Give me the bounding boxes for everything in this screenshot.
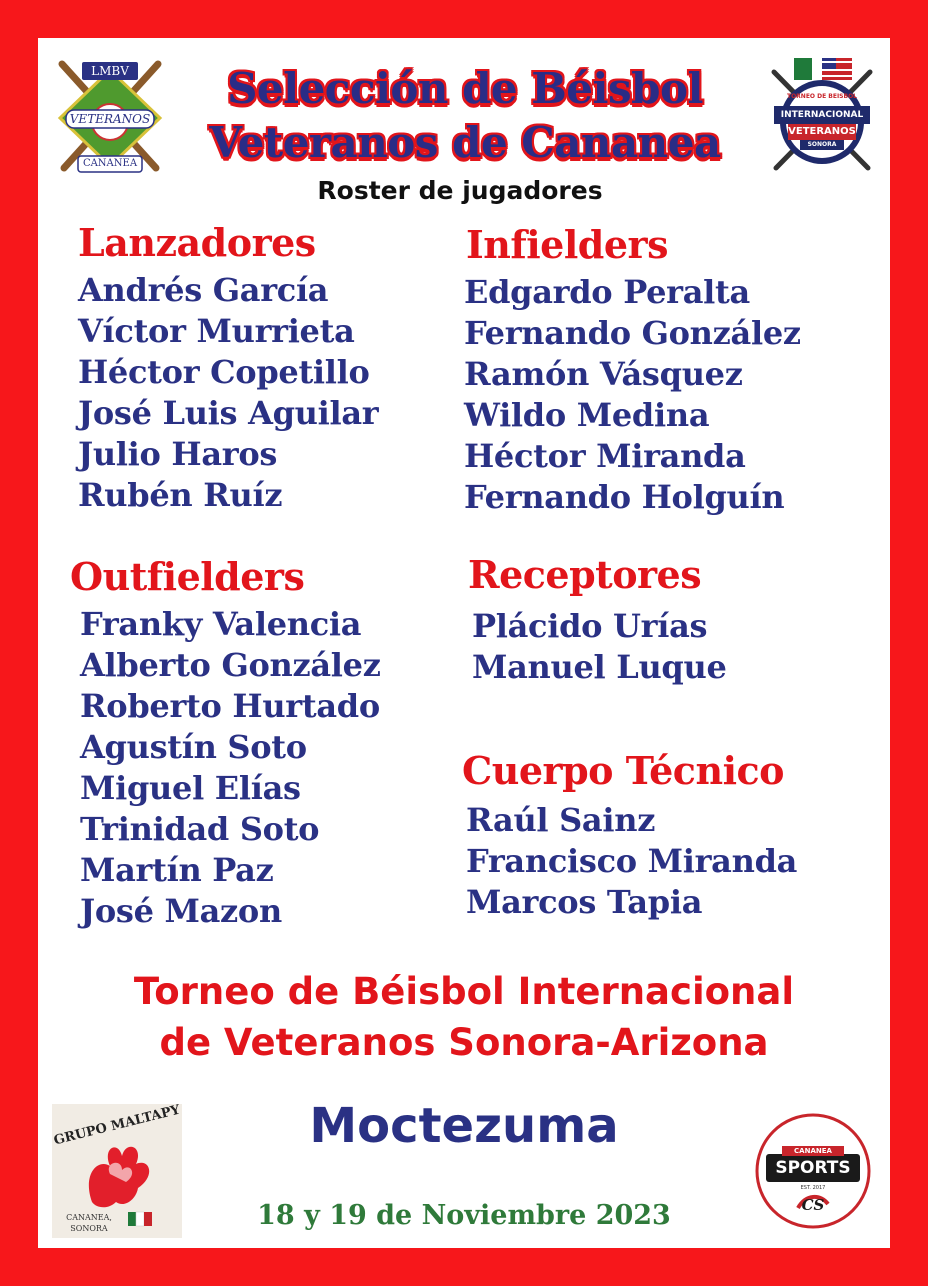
player-name: Alberto González [80,646,381,684]
cananea-sports-initials: CS [801,1196,825,1214]
section-title-cuerpo-tecnico: Cuerpo Técnico [462,748,784,793]
roster-subtitle: Roster de jugadores [317,176,603,205]
cananea-sports-est: EST. 2017 [800,1185,826,1191]
cananea-sports-main: SPORTS [775,1158,851,1178]
venue-name: Moctezuma [309,1098,619,1154]
player-name: Martín Paz [80,851,274,889]
player-list-outfielders [80,604,381,932]
section-title-infielders: Infielders [466,222,668,267]
tournament-logo-line3: VETERANOS [788,126,856,137]
tournament-logo-line4: SONORA [807,141,837,148]
tournament-line-1: Torneo de Béisbol Internacional [133,970,795,1013]
cananea-sports-logo [754,1112,872,1230]
player-name: Rubén Ruíz [78,476,283,514]
player-name: Julio Haros [78,435,278,473]
player-name: Franky Valencia [80,605,362,643]
tournament-logo-line1: TORNEO DE BEISBOL [786,93,857,100]
player-name: Roberto Hurtado [80,687,380,725]
player-name: Trinidad Soto [80,810,320,848]
player-name: Fernando González [464,314,801,352]
staff-name: Raúl Sainz [466,801,656,839]
tournament-logo [764,52,880,176]
grupo-maltapy-name: GRUPO MALTAPY [52,1102,182,1149]
player-name: Héctor Miranda [464,437,746,475]
player-name: Agustín Soto [80,728,307,766]
grupo-maltapy-location: CANANEA, SONORA [66,1213,112,1233]
staff-name: Marcos Tapia [466,883,703,921]
player-name: Ramón Vásquez [464,355,743,393]
player-name: Edgardo Peralta [464,273,750,311]
player-list-infielders [464,272,801,518]
player-name: Wildo Medina [464,396,710,434]
player-name: Héctor Copetillo [78,353,370,391]
staff-list-cuerpo-tecnico [466,800,797,923]
player-name: Miguel Elías [80,769,301,807]
lmbv-logo-middle-text: VETERANOS [69,112,151,126]
staff-name: Francisco Miranda [466,842,798,880]
cananea-sports-top: CANANEA [794,1147,832,1155]
lmbv-logo-top-text: LMBV [91,64,129,78]
event-date: 18 y 19 de Noviembre 2023 [257,1200,671,1231]
player-name: Fernando Holguín [464,478,785,516]
grupo-maltapy-logo [52,1104,182,1238]
player-name: Plácido Urías [472,607,708,645]
title-line-1: Selección de Béisbol [227,64,703,113]
section-title-receptores: Receptores [468,552,702,597]
player-list-receptores [472,606,727,688]
player-name: Víctor Murrieta [78,312,355,350]
player-name: José Luis Aguilar [78,394,379,432]
player-name: Manuel Luque [472,648,727,686]
player-name: Andrés García [78,271,329,309]
player-name: José Mazon [80,892,282,930]
tournament-line-2: de Veteranos Sonora-Arizona [159,1021,769,1064]
title-line-2: Veteranos de Cananea [209,118,721,167]
section-title-lanzadores: Lanzadores [78,220,316,265]
section-title-outfielders: Outfielders [70,554,305,599]
player-list-lanzadores [78,270,378,516]
lmbv-logo-bottom-text: CANANEA [82,158,138,169]
tournament-logo-line2: INTERNACIONAL [780,110,864,120]
